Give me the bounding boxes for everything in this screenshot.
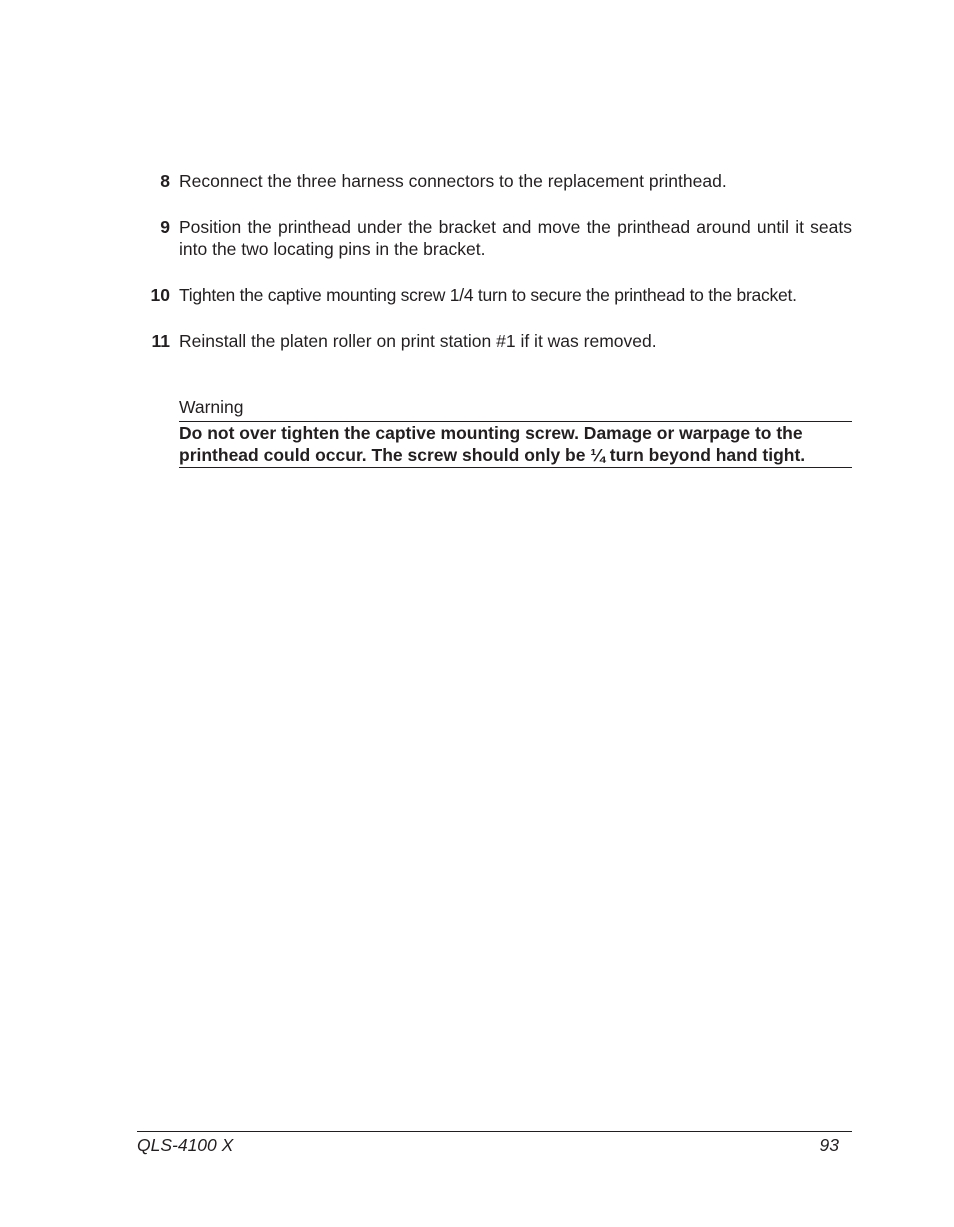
step-text: Tighten the captive mounting screw 1/4 turn to secure the printhead to the bracket. — [179, 285, 797, 305]
step-10 — [0, 284, 954, 306]
step-8 — [0, 170, 954, 192]
procedure-steps — [0, 170, 954, 376]
step-number: 11 — [151, 331, 170, 351]
warning-text: Do not over tighten the captive mounting screw. Damage or warpage to the printhead could occur. The screw should only be ¼ turn beyond hand tight. — [179, 422, 852, 468]
footer-model-name: QLS-4100 X — [137, 1135, 234, 1155]
step-text: Reinstall the platen roller on print station #1 if it was removed. — [179, 331, 657, 351]
step-number: 8 — [160, 171, 170, 191]
warning-label: Warning — [179, 396, 852, 422]
step-text: Position the printhead under the bracket and move the printhead around until it seats into the two locating pins in the bracket. — [179, 217, 852, 259]
warning-box — [179, 396, 852, 468]
step-number: 9 — [160, 217, 170, 237]
step-11 — [0, 330, 954, 352]
step-number: 10 — [150, 285, 170, 305]
step-text: Reconnect the three harness connectors to the replacement printhead. — [179, 171, 727, 191]
page-footer — [137, 1131, 852, 1155]
step-9 — [0, 216, 954, 260]
page-number: 93 — [819, 1135, 839, 1155]
